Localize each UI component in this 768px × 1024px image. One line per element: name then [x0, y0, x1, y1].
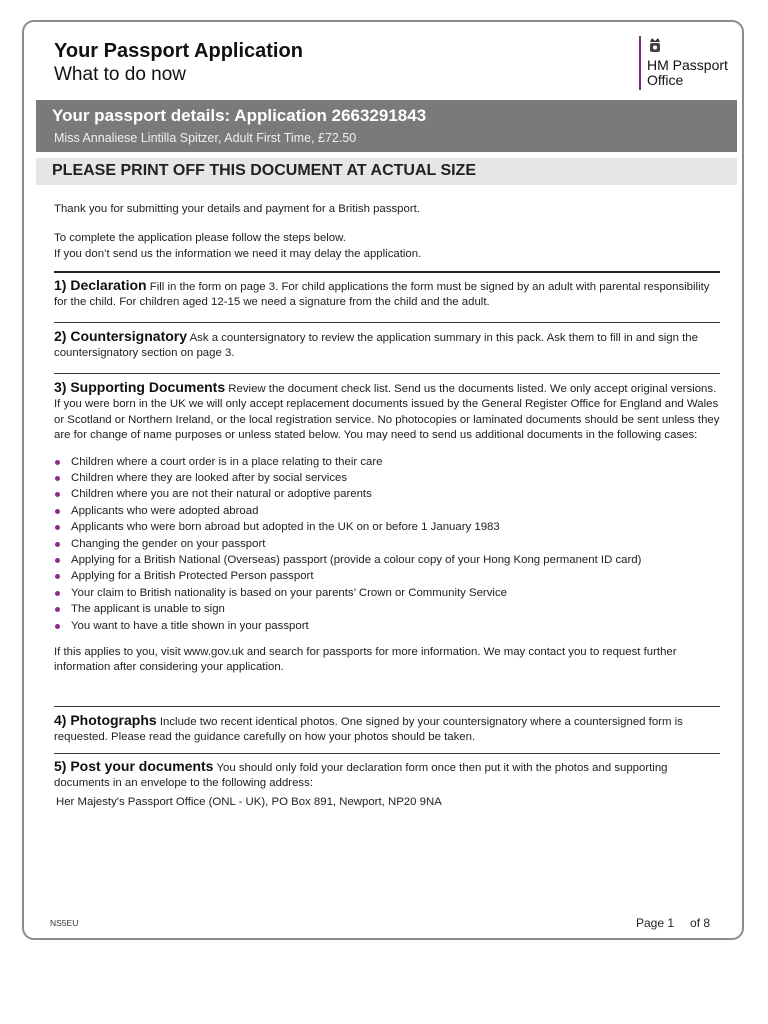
- section-divider: [54, 753, 720, 754]
- post-intro: [54, 759, 722, 792]
- list-item: Applying for a British National (Overseas) passport (provide a colour copy of your Hong Kong permanent ID card): [54, 553, 722, 569]
- passport-details-band: [36, 100, 737, 152]
- list-item: Children where a court order is in a place relating to their care: [54, 455, 722, 471]
- details-title-prefix: Your passport details: Application: [52, 106, 327, 125]
- countersignatory-text: Ask a countersignatory to review the application summary in this pack. Ask them to fill in and sign the countersignatory section on page 3.: [54, 332, 698, 360]
- photographs-heading: 4) Photographs: [54, 712, 157, 728]
- list-item: Children where they are looked after by social services: [54, 471, 722, 487]
- post-heading: 5) Post your documents: [54, 758, 214, 774]
- supporting-heading: 3) Supporting Documents: [54, 379, 226, 395]
- intro-line-2: To complete the application please follow the steps below.: [54, 232, 346, 245]
- logo-text-line1: HM Passport: [647, 57, 728, 73]
- declaration-text: Fill in the form on page 3. For child applications the form must be signed by an adult with parental responsibility for the child. For children aged 12-15 we need a signature from the child and the adult.: [54, 281, 710, 309]
- postal-address: Her Majesty's Passport Office (ONL - UK), PO Box 891, Newport, NP20 9NA: [56, 795, 442, 808]
- section-divider: [54, 373, 720, 374]
- section-supporting-documents: [54, 380, 722, 676]
- document-page: [22, 20, 744, 940]
- countersignatory-heading: 2) Countersignatory: [54, 328, 188, 344]
- page-label: Page 1: [636, 916, 675, 930]
- page-number: [636, 916, 710, 930]
- intro-text: [54, 202, 722, 262]
- section-divider: [54, 271, 720, 273]
- applicant-summary: Miss Annaliese Lintilla Spitzer, Adult First Time, £72.50: [54, 131, 357, 145]
- section-post-documents: [54, 759, 722, 810]
- list-item: Applying for a British Protected Person passport: [54, 569, 722, 585]
- list-item: The applicant is unable to sign: [54, 602, 722, 618]
- document-title: Your Passport Application: [54, 40, 303, 62]
- section-divider: [54, 322, 720, 323]
- logo-text-line2: Office: [647, 72, 684, 88]
- supporting-intro: [54, 380, 722, 444]
- photographs-text: Include two recent identical photos. One signed by your countersignatory where a countersigned form is requested. Please read the guidance carefully on how your photos should be taken.: [54, 716, 683, 744]
- intro-line-3: If you don’t send us the information we need it may delay the application.: [54, 247, 422, 260]
- crown-crest-icon: [647, 36, 663, 54]
- supporting-cases-list: [54, 455, 722, 635]
- application-number: 2663291843: [331, 106, 427, 125]
- section-countersignatory: [54, 329, 722, 362]
- print-notice-band: [36, 158, 737, 185]
- list-item: Changing the gender on your passport: [54, 537, 722, 553]
- supporting-followup: If this applies to you, visit www.gov.uk and search for passports for more information. We may contact you to request further information after considering your application.: [54, 645, 677, 674]
- list-item: You want to have a title shown in your passport: [54, 619, 722, 635]
- list-item: Applicants who were born abroad but adopted in the UK on or before 1 January 1983: [54, 520, 722, 536]
- intro-line-1: Thank you for submitting your details and payment for a British passport.: [54, 203, 420, 215]
- page-total: of 8: [690, 916, 711, 930]
- declaration-heading: 1) Declaration: [54, 277, 147, 293]
- section-declaration: [54, 278, 722, 311]
- post-text: You should only fold your declaration form once then put it with the photos and supporting documents in an envelope to the following address:: [54, 762, 668, 790]
- section-divider: [54, 706, 720, 707]
- form-code: NS5EU: [50, 918, 79, 928]
- list-item: Your claim to British nationality is based on your parents’ Crown or Community Service: [54, 586, 722, 602]
- section-photographs: [54, 713, 722, 746]
- print-notice: PLEASE PRINT OFF THIS DOCUMENT AT ACTUAL SIZE: [52, 162, 476, 179]
- document-subtitle: What to do now: [54, 64, 187, 85]
- supporting-text: Review the document check list. Send us the documents listed. We only accept original versions. If you were born in the UK we will only accept replacement documents issued by the General Register Office for England and Wales or Scotland or Northern Ireland, or the local registration service. No photocopies or laminated documents should be sent unless they are for change of name purposes or unless stated below. You may need to send us additional documents in the following cases:: [54, 383, 720, 442]
- logo-rule: [639, 36, 641, 90]
- list-item: Children where you are not their natural or adoptive parents: [54, 487, 722, 503]
- list-item: Applicants who were adopted abroad: [54, 504, 722, 520]
- logo-text: [647, 58, 728, 88]
- passport-details-title: [52, 106, 426, 126]
- hm-passport-office-logo: [639, 34, 739, 94]
